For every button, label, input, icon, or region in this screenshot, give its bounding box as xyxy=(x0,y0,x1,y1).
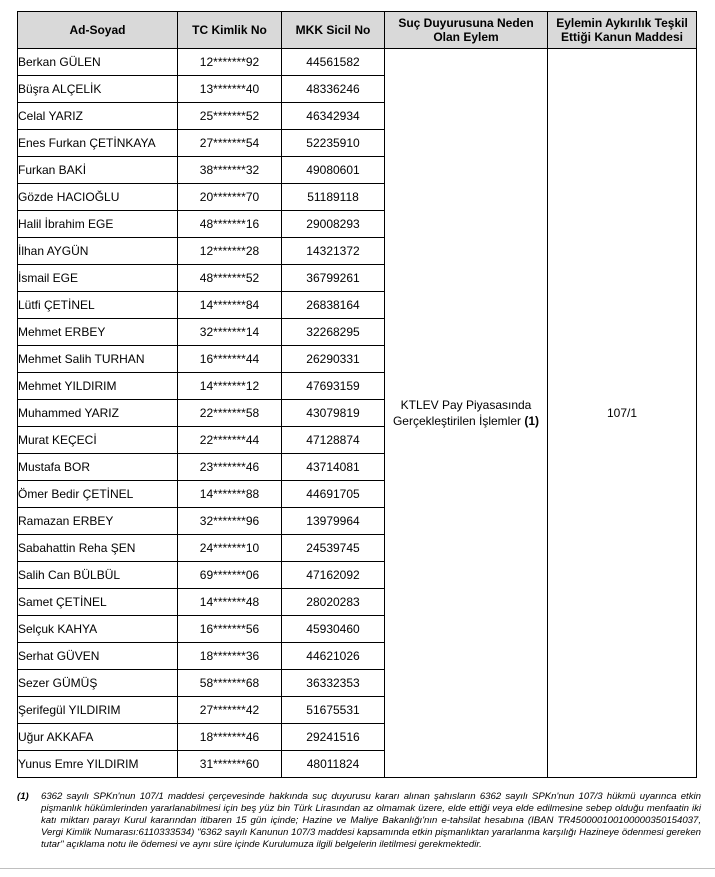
cell-name: Mehmet ERBEY xyxy=(18,319,178,346)
footnote xyxy=(17,791,701,851)
cell-name: Şerifegül YILDIRIM xyxy=(18,697,178,724)
cell-mkk: 48336246 xyxy=(282,76,385,103)
cell-tc: 32*******14 xyxy=(178,319,282,346)
cell-name: Berkan GÜLEN xyxy=(18,49,178,76)
cell-name: Sezer GÜMÜŞ xyxy=(18,670,178,697)
cell-mkk: 28020283 xyxy=(282,589,385,616)
cell-tc: 27*******42 xyxy=(178,697,282,724)
cell-tc: 24*******10 xyxy=(178,535,282,562)
cell-name: Furkan BAKİ xyxy=(18,157,178,184)
cell-name: Ömer Bedir ÇETİNEL xyxy=(18,481,178,508)
cell-tc: 13*******40 xyxy=(178,76,282,103)
cell-name: Gözde HACIOĞLU xyxy=(18,184,178,211)
cell-tc: 20*******70 xyxy=(178,184,282,211)
cell-mkk: 43714081 xyxy=(282,454,385,481)
cell-tc: 18*******36 xyxy=(178,643,282,670)
cell-name: Salih Can BÜLBÜL xyxy=(18,562,178,589)
cell-mkk: 47693159 xyxy=(282,373,385,400)
header-row xyxy=(18,12,697,49)
cell-mkk: 46342934 xyxy=(282,103,385,130)
cell-mkk: 51675531 xyxy=(282,697,385,724)
header-law xyxy=(548,12,697,49)
cell-mkk: 44621026 xyxy=(282,643,385,670)
cell-name: Yunus Emre YILDIRIM xyxy=(18,751,178,778)
cell-mkk: 29241516 xyxy=(282,724,385,751)
cell-name: Enes Furkan ÇETİNKAYA xyxy=(18,130,178,157)
cell-tc: 22*******44 xyxy=(178,427,282,454)
page-divider xyxy=(0,868,715,869)
cell-name: Murat KEÇECİ xyxy=(18,427,178,454)
cell-tc: 16*******44 xyxy=(178,346,282,373)
footnote-text: 6362 sayılı SPKn'nun 107/1 maddesi çerçevesinde hakkında suç duyurusu kararı alınan şahısların 6362 sayılı SPKn'nun 107/3 hükmü uyarınca etkin pişmanlık hükümlerinden yararlanabilmesi için beş yüz bin Türk Lirasından az olmamak üzere, elde ettiği veya elde edilmesine sebep olduğu menfaatin iki katı miktarı parayı Kurul kararından itibaren 15 gün içinde; Hazine ve Maliye Bakanlığı'nın e-tahsilat hesabına (IBAN TR450000100100000350154037, Vergi Kimlik Numarası:6110333534) "6362 sayılı Kanunun 107/3 maddesi kapsamında etkin pişmanlıktan yararlanma karşılığı Hazineye ödenmesi gereken tutar" açıklama notu ile ödemesi ve aynı süre içinde Kurulumuza ilgili belgelerin iletilmesi gerekmektedir. xyxy=(41,791,701,850)
cell-tc: 14*******12 xyxy=(178,373,282,400)
merged-law-cell: 107/1 xyxy=(548,49,697,778)
cell-name: Uğur AKKAFA xyxy=(18,724,178,751)
cell-tc: 25*******52 xyxy=(178,103,282,130)
cell-name: İsmail EGE xyxy=(18,265,178,292)
cell-name: Büşra ALÇELİK xyxy=(18,76,178,103)
suspects-table xyxy=(17,11,697,778)
cell-name: Halil İbrahim EGE xyxy=(18,211,178,238)
header-mkk: MKK Sicil No xyxy=(282,12,385,49)
cell-mkk: 49080601 xyxy=(282,157,385,184)
header-law-line2: Ettiği Kanun Maddesi xyxy=(560,30,683,44)
header-act-line1: Suç Duyurusuna Neden xyxy=(398,16,534,30)
cell-tc: 69*******06 xyxy=(178,562,282,589)
act-line2: Gerçekleştirilen İşlemler xyxy=(392,414,522,428)
header-tc: TC Kimlik No xyxy=(178,12,282,49)
cell-tc: 48*******16 xyxy=(178,211,282,238)
cell-name: Celal YARIZ xyxy=(18,103,178,130)
act-line1: KTLEV Pay Piyasasında xyxy=(400,398,532,412)
cell-tc: 12*******92 xyxy=(178,49,282,76)
cell-name: Lütfi ÇETİNEL xyxy=(18,292,178,319)
cell-mkk: 29008293 xyxy=(282,211,385,238)
cell-tc: 12*******28 xyxy=(178,238,282,265)
cell-mkk: 44561582 xyxy=(282,49,385,76)
header-act xyxy=(385,12,548,49)
cell-mkk: 48011824 xyxy=(282,751,385,778)
cell-mkk: 44691705 xyxy=(282,481,385,508)
table-row xyxy=(18,49,697,76)
cell-mkk: 36799261 xyxy=(282,265,385,292)
cell-mkk: 26290331 xyxy=(282,346,385,373)
cell-name: Sabahattin Reha ŞEN xyxy=(18,535,178,562)
cell-tc: 32*******96 xyxy=(178,508,282,535)
cell-mkk: 24539745 xyxy=(282,535,385,562)
cell-mkk: 52235910 xyxy=(282,130,385,157)
cell-name: Selçuk KAHYA xyxy=(18,616,178,643)
cell-name: Mehmet Salih TURHAN xyxy=(18,346,178,373)
cell-mkk: 51189118 xyxy=(282,184,385,211)
cell-mkk: 43079819 xyxy=(282,400,385,427)
cell-mkk: 36332353 xyxy=(282,670,385,697)
cell-name: Mustafa BOR xyxy=(18,454,178,481)
cell-tc: 23*******46 xyxy=(178,454,282,481)
table-body xyxy=(18,49,697,778)
cell-name: Muhammed YARIZ xyxy=(18,400,178,427)
cell-tc: 27*******54 xyxy=(178,130,282,157)
cell-mkk: 47128874 xyxy=(282,427,385,454)
cell-tc: 14*******48 xyxy=(178,589,282,616)
cell-mkk: 32268295 xyxy=(282,319,385,346)
cell-tc: 16*******56 xyxy=(178,616,282,643)
cell-name: İlhan AYGÜN xyxy=(18,238,178,265)
footnote-mark: (1) xyxy=(17,791,29,802)
cell-mkk: 47162092 xyxy=(282,562,385,589)
cell-name: Mehmet YILDIRIM xyxy=(18,373,178,400)
cell-mkk: 26838164 xyxy=(282,292,385,319)
cell-tc: 14*******84 xyxy=(178,292,282,319)
merged-act-cell xyxy=(385,49,548,778)
cell-mkk: 13979964 xyxy=(282,508,385,535)
header-act-line2: Olan Eylem xyxy=(433,30,499,44)
cell-tc: 58*******68 xyxy=(178,670,282,697)
cell-tc: 38*******32 xyxy=(178,157,282,184)
header-law-line1: Eylemin Aykırılık Teşkil xyxy=(556,16,688,30)
cell-mkk: 45930460 xyxy=(282,616,385,643)
cell-tc: 48*******52 xyxy=(178,265,282,292)
cell-name: Ramazan ERBEY xyxy=(18,508,178,535)
cell-name: Serhat GÜVEN xyxy=(18,643,178,670)
cell-tc: 14*******88 xyxy=(178,481,282,508)
cell-tc: 31*******60 xyxy=(178,751,282,778)
header-name: Ad-Soyad xyxy=(18,12,178,49)
cell-tc: 22*******58 xyxy=(178,400,282,427)
cell-tc: 18*******46 xyxy=(178,724,282,751)
cell-name: Samet ÇETİNEL xyxy=(18,589,178,616)
cell-mkk: 14321372 xyxy=(282,238,385,265)
act-footnote-ref: (1) xyxy=(524,414,540,428)
